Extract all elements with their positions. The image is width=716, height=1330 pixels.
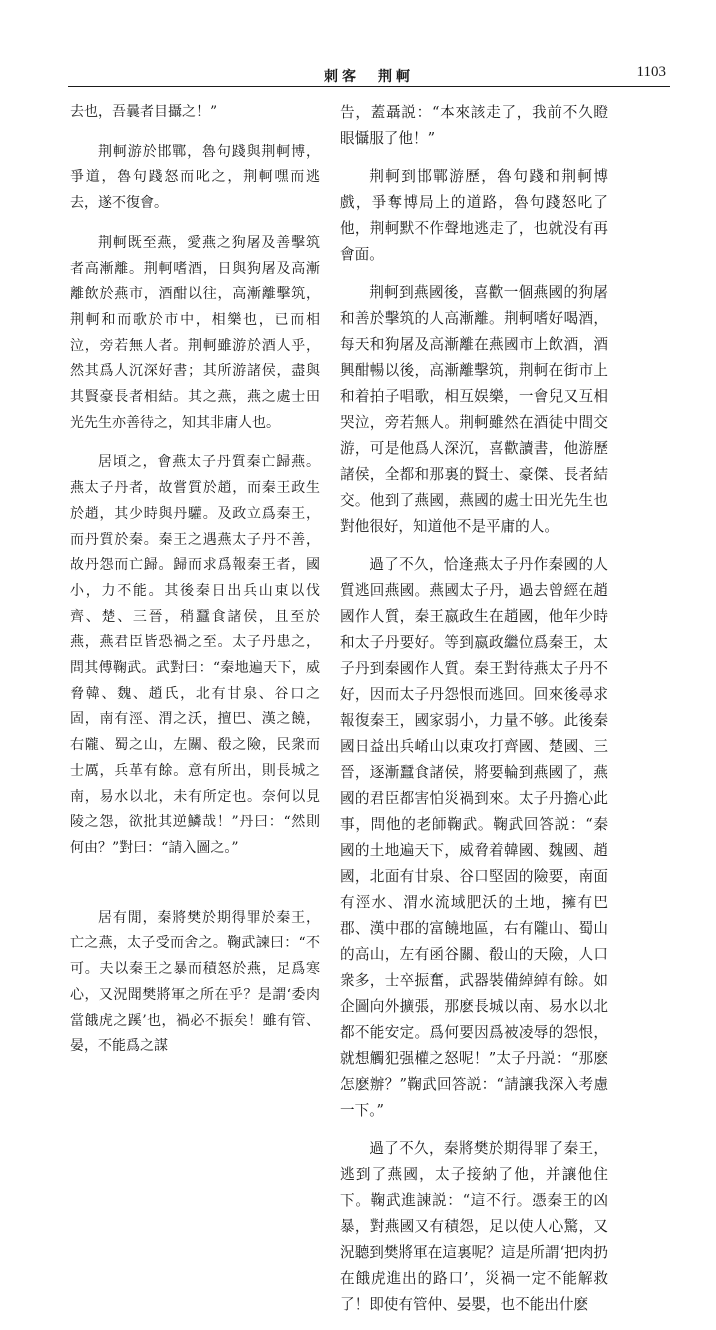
translation-paragraph: 荆軻到燕國後，喜歡一個燕國的狗屠和善於擊筑的人高漸離。荆軻嗜好喝酒，每天和狗屠及高漸離在燕國市上飲酒，酒興酣暢以後，高漸離擊筑，荆軻在街市上和着拍子唱歌，相互娱樂，一會兒又互相哭泣，旁若無人。荆軻雖然在酒徒中間交游，可是他爲人深沉，喜歡讀書，他游歷諸侯，全都和那裏的賢士、豪傑、長者結交。他到了燕國，燕國的處士田光先生也對他很好，知道他不是平庸的人。 xyxy=(340,284,608,535)
translation-paragraph: 過了不久，秦將樊於期得罪了秦王，逃到了燕國，太子接納了他，并讓他住下。鞠武進諫説：“這不行。憑秦王的凶暴，對燕國又有積怨，足以使人心驚，又況聽到樊將軍在這裏呢？這是所謂‘把肉扔在餓虎進出的路口’，災禍一定不能解救了！即使有管仲、晏嬰，也不能出什麽 xyxy=(340,1140,608,1313)
classical-paragraph: 居頃之，會燕太子丹質秦亡歸燕。燕太子丹者，故嘗質於趙，而秦王政生於趙，其少時與丹驩。及政立爲秦王，而丹質於秦。秦王之遇燕太子丹不善，故丹怨而亡歸。歸而求爲報秦王者，國小，力不能。其後秦日出兵山東以伐齊、楚、三晉，稍蠶食諸侯，且至於燕，燕君臣皆恐禍之至。太子丹患之，問其傅鞠武。武對曰：“秦地遍天下，威脅韓、魏、趙氏，北有甘泉、谷口之固，南有涇、渭之沃，擅巴、漢之饒，右隴、蜀之山，左關、殽之險，民衆而士厲，兵革有餘。意有所出，則長城之南，易水以北，未有所定也。奈何以見陵之怨，欲批其逆鱗哉！”丹曰：“然則何由？”對曰：“請入圖之。” xyxy=(70,454,320,856)
translation-paragraph: 過了不久，恰逢燕太子丹作秦國的人質逃回燕國。燕國太子丹，過去曾經在趙國作人質，秦王嬴政生在趙國，他年少時和太子丹要好。等到嬴政繼位爲秦王，太子丹到秦國作人質。秦王對待燕太子丹不好，因而太子丹怨恨而逃回。回來後尋求報復秦王，國家弱小，力量不够。此後秦國日益出兵崤山以東攻打齊國、楚國、三晉，逐漸蠶食諸侯，將要輪到燕國了，燕國的君臣都害怕災禍到來。太子丹擔心此事，問他的老師鞠武。鞠武回答説：“秦國的土地遍天下，威脅着韓國、魏國、趙國，北面有甘泉、谷口堅固的險要，南面有涇水、渭水流域肥沃的土地，擁有巴郡、漢中郡的富饒地區，右有隴山、蜀山的高山，左有函谷關、殽山的天險，人口衆多，士卒振奮，武器裝備綽綽有餘。如企圖向外擴張，那麽長城以南、易水以北都不能安定。爲何要因爲被凌辱的怨恨，就想觸犯强權之怒呢！”太子丹説：“那麽怎麽辦？”鞠武回答説：“請讓我深入考慮一下。” xyxy=(340,556,608,1119)
running-head: 刺客 荆軻 xyxy=(324,69,414,85)
page-header xyxy=(68,60,670,87)
classical-text-column xyxy=(70,100,320,1074)
classical-paragraph: 荆軻既至燕，愛燕之狗屠及善擊筑者高漸離。荆軻嗜酒，日與狗屠及高漸離飲於燕市，酒酣以往，高漸離擊筑，荆軻和而歌於市中，相樂也，已而相泣，旁若無人者。荆軻雖游於酒人乎，然其爲人沉深好書；其所游諸侯，盡與其賢豪長者相結。其之燕，燕之處士田光先生亦善待之，知其非庸人也。 xyxy=(70,234,320,431)
classical-paragraph: 去也，吾曩者目攝之！” xyxy=(70,104,218,120)
translation-paragraph: 告，蓋聶説：“本來該走了，我前不久瞪眼懾服了他！” xyxy=(340,104,608,147)
classical-paragraph: 荆軻游於邯鄲，魯句踐與荆軻博，爭道，魯句踐怒而叱之，荆軻嘿而逃去，遂不復會。 xyxy=(70,143,320,212)
translation-column xyxy=(340,100,608,1330)
classical-paragraph: 居有閒，秦將樊於期得罪於秦王，亡之燕，太子受而舍之。鞠武諫曰：“不可。夫以秦王之暴而積怒於燕，足爲寒心，又況聞樊將軍之所在乎？是謂‘委肉當餓虎之蹊’也，禍必不振矣！雖有管、晏，不能爲之謀 xyxy=(70,909,320,1055)
translation-paragraph: 荆軻到邯鄲游歷，魯句踐和荆軻博戲，爭奪博局上的道路，魯句踐怒叱了他，荆軻默不作聲地逃走了，也就没有再會面。 xyxy=(340,168,608,263)
page-number: 1103 xyxy=(636,64,666,80)
